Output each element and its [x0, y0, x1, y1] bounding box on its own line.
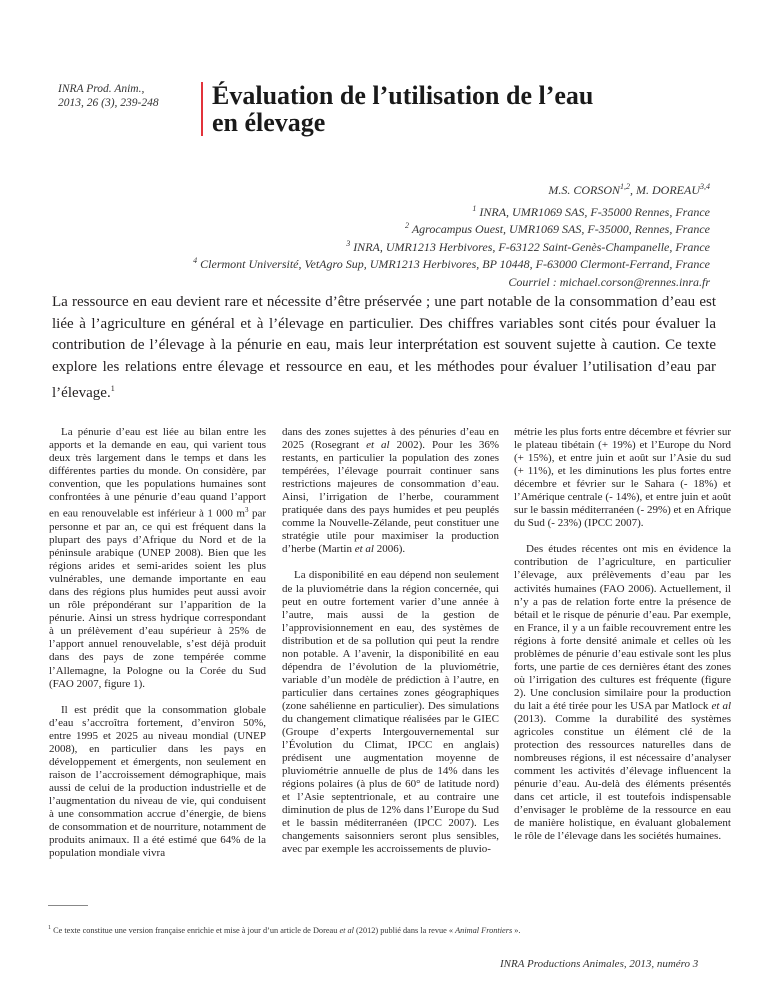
abstract [52, 292, 716, 405]
affiliation-2 [193, 219, 710, 237]
title-line1: Évaluation de l’utilisation de l’eau [212, 81, 594, 110]
superscript: 3 [244, 506, 249, 515]
authors-block [193, 180, 710, 289]
body-column-2 [282, 426, 499, 857]
text: ». [512, 925, 521, 935]
footnote [48, 925, 520, 935]
text: Ce texte constitue une version française enrichie et mise à jour d’un article de Doreau [51, 925, 340, 935]
author-1-affiliation-ref: 1,2 [620, 182, 631, 191]
paragraph [514, 543, 731, 843]
paragraph: La disponibilité en eau dépend non seulement de la pluviométrie dans la région concernée, qui peut en outre fortement varier d’une année à l’autre, mais aussi de la gestion de l’approvisionnement en eau, des systèmes de distribution et de sa pollution qui peut la rendre non potable. A l’avenir, la disponibilité en eau dépendra de l’évolution de la pluviométrie, variable d’un modèle de prédiction à l’autre, en particulier dans certaines zones géographiques (zone sahélienne en particulier). Des simulations du changement climatique réalisées par le GIEC (Groupe d’experts Intergouvernemental sur l’Évolution du Climat, IPCC en anglais) prédisent une augmentation moyenne de pluviométrie annuelle de plus de 14% dans les régions polaires (à plus de 60° de latitude nord) et l’Asie septentrionale, et au contraire une diminution de plus de 12% dans l’Europe du Sud et le bassin méditerranéen (IPCC 2007). Les changements saisonniers seront plus sensibles, avec par exemple les accroissements de pluvio- [282, 569, 499, 856]
body-column-1 [49, 426, 266, 860]
affiliation-1 [193, 202, 710, 220]
article-title [212, 82, 593, 136]
paragraph: métrie les plus forts entre décembre et février sur le plateau tibétain (+ 19%) et l’Europe du Nord (+ 15%), et entre juin et août sur l’Asie du sud (+ 11%), et les diminutions les plus fortes entre décembre et février sur le Sahara (- 18%) et l’Amérique centrale (- 14%), et entre juin et août sur le bassin méditerranéen (- 29%) et en Afrique du Sud (- 23%) (IPCC 2007). [514, 426, 731, 530]
text: Des études récentes ont mis en évidence la contribution de l’agriculture, en particulier l’élevage, aux prélèvements d’eau par les activités humaines (FAO 2006). Actuellement, il n’y a pas de relation forte entre la présence de bétail et le risque de pénurie d’eau. Par exemple, en France, il y a un faible recouvrement entre les régions à forte densité animale et celles où les problèmes de pénurie d’eau estivale sont les plus forts, une partie de ces dernières étant des zones où l’irrigation des cultures est fréquente (figure 2). Une conclusion similaire pour la production du lait a été tirée pour les USA par Matlock [514, 543, 731, 712]
affiliation-num: 1 [472, 203, 477, 213]
affiliation-text: Clermont Université, VetAgro Sup, UMR1213 Herbivores, BP 10448, F-63000 Clermont-Ferrand, France [197, 257, 710, 271]
body-column-3 [514, 426, 731, 843]
text: 2006). [373, 543, 406, 556]
author-separator: , [630, 183, 637, 197]
paragraph: Il est prédit que la consommation globale d’eau s’accroîtra fortement, d’environ 50%, entre 1995 et 2025 au niveau mondial (UNEP 2008), en particulier dans les pays en développement et émergents, non seulement en raison de l’accroissement démographique, mais aussi de celui de la production industrielle et de l’augmentation du niveau de vie, qui conduisent à une consommation accrue d’énergie, de biens de consommation et de nourriture, notamment de produits animaux. Il a été estimé que 64% de la population mondiale vivra [49, 703, 266, 860]
contact-email[interactable]: Courriel : michael.corson@rennes.inra.fr [508, 274, 710, 289]
journal-ref-line1: INRA Prod. Anim., [58, 83, 145, 95]
et-al: et al [711, 699, 731, 712]
text: par personne et par an, ce qui est fréquent dans la plupart des pays d’Afrique du Nord et de la péninsule arabique (UNEP 2008). Bien que les régions arides et semi-arides soient les plus vulnérables, une demande importante en eau dans des régions plus humides peut aussi avoir un rôle prépondérant sur l’apparition de la pénurie. Ainsi un stress hydrique correspondant à un prélèvement d’eau supérieur à 25% de l’apport annuel renouvelable, s’est déjà produit dans des pays de zone tempérée comme l’Allemagne, la Pologne ou la Corée du Sud (FAO 2007, figure 1). [49, 507, 266, 690]
affiliation-num: 2 [405, 221, 410, 230]
text: (2012) publié dans la revue « [353, 925, 456, 935]
et-al: et al [366, 439, 390, 452]
author-2: M. DOREAU [636, 183, 700, 197]
affiliation-num: 3 [346, 238, 351, 248]
author-1: M.S. CORSON [548, 183, 621, 197]
text: La pénurie d’eau est liée au bilan entre les apports et la demande en eau, qui varient tous deux très largement dans le temps et dans les différentes parties du monde. On considère, par convention, que les populations humaines sont confrontées à une pénurie d’eau quand l’apport en eau renouvelable est inférieur à 1 000 m [49, 426, 266, 520]
paragraph [49, 426, 266, 691]
affiliation-num: 4 [193, 256, 198, 265]
affiliation-3 [193, 237, 710, 255]
title-line2: en élevage [212, 108, 326, 137]
footnote-divider [48, 905, 88, 906]
journal-reference [58, 82, 159, 110]
footnote-num: 1 [48, 925, 51, 931]
footnote-ref[interactable]: 1 [110, 384, 115, 393]
affiliation-text: INRA, UMR1213 Herbivores, F-63122 Saint-Genès-Champanelle, France [350, 239, 710, 254]
author-names [193, 180, 710, 198]
title-block [201, 82, 593, 136]
journal-ref-line2: 2013, 26 (3), 239-248 [58, 97, 159, 109]
page-footer: INRA Productions Animales, 2013, numéro 3 [500, 958, 699, 970]
journal-name: Animal Frontiers [455, 925, 513, 935]
affiliation-text: INRA, UMR1069 SAS, F-35000 Rennes, France [476, 204, 710, 219]
text: (2013). Comme la durabilité des systèmes agricoles constitue un élément clé de la protection des ressources naturelles dans de nombreuses régions, il est nécessaire d’analyser comment les activités d’élevage influencent la pénurie d’eau. Au-delà des éléments présentés dans cet article, il est toutefois indispensable d’envisager le problème de la ressource en eau de manière holistique, en évaluant globalement le rôle de l’élevage dans les sociétés humaines. [514, 712, 731, 843]
paragraph [282, 426, 499, 556]
author-2-affiliation-ref: 3,4 [700, 182, 710, 191]
et-al: et al [354, 543, 374, 556]
text: dans des zones sujettes à des pénuries d’eau en 2025 (Rosegrant [282, 426, 499, 452]
et-al: et al [339, 925, 354, 935]
affiliation-text: Agrocampus Ouest, UMR1069 SAS, F-35000, Rennes, France [409, 222, 710, 236]
affiliation-4 [193, 254, 710, 272]
abstract-text: La ressource en eau devient rare et nécessite d’être préservée ; une part notable de la consommation d’eau est liée à l’agriculture en général et à l’élevage en particulier. Des chiffres variables sont cités pour évaluer la contribution de l’élevage à la pénurie en eau, mais leur interprétation est souvent sujette à caution. Ce texte explore les relations entre élevage et ressource en eau, et les méthodes pour évaluer l’utilisation d’eau par l’élevage. [52, 294, 716, 401]
text: 2002). Pour les 36% restants, en particulier la population des zones tempérées, l’élevage pourrait continuer sans restrictions majeures de consommation d’eau. Ainsi, l’irrigation de l’herbe, couramment pratiquée dans des pays humides et peu peuplés comme la Nouvelle-Zélande, peut constituer une stratégie utile pour maximiser la production d’herbe (Martin [282, 439, 500, 556]
